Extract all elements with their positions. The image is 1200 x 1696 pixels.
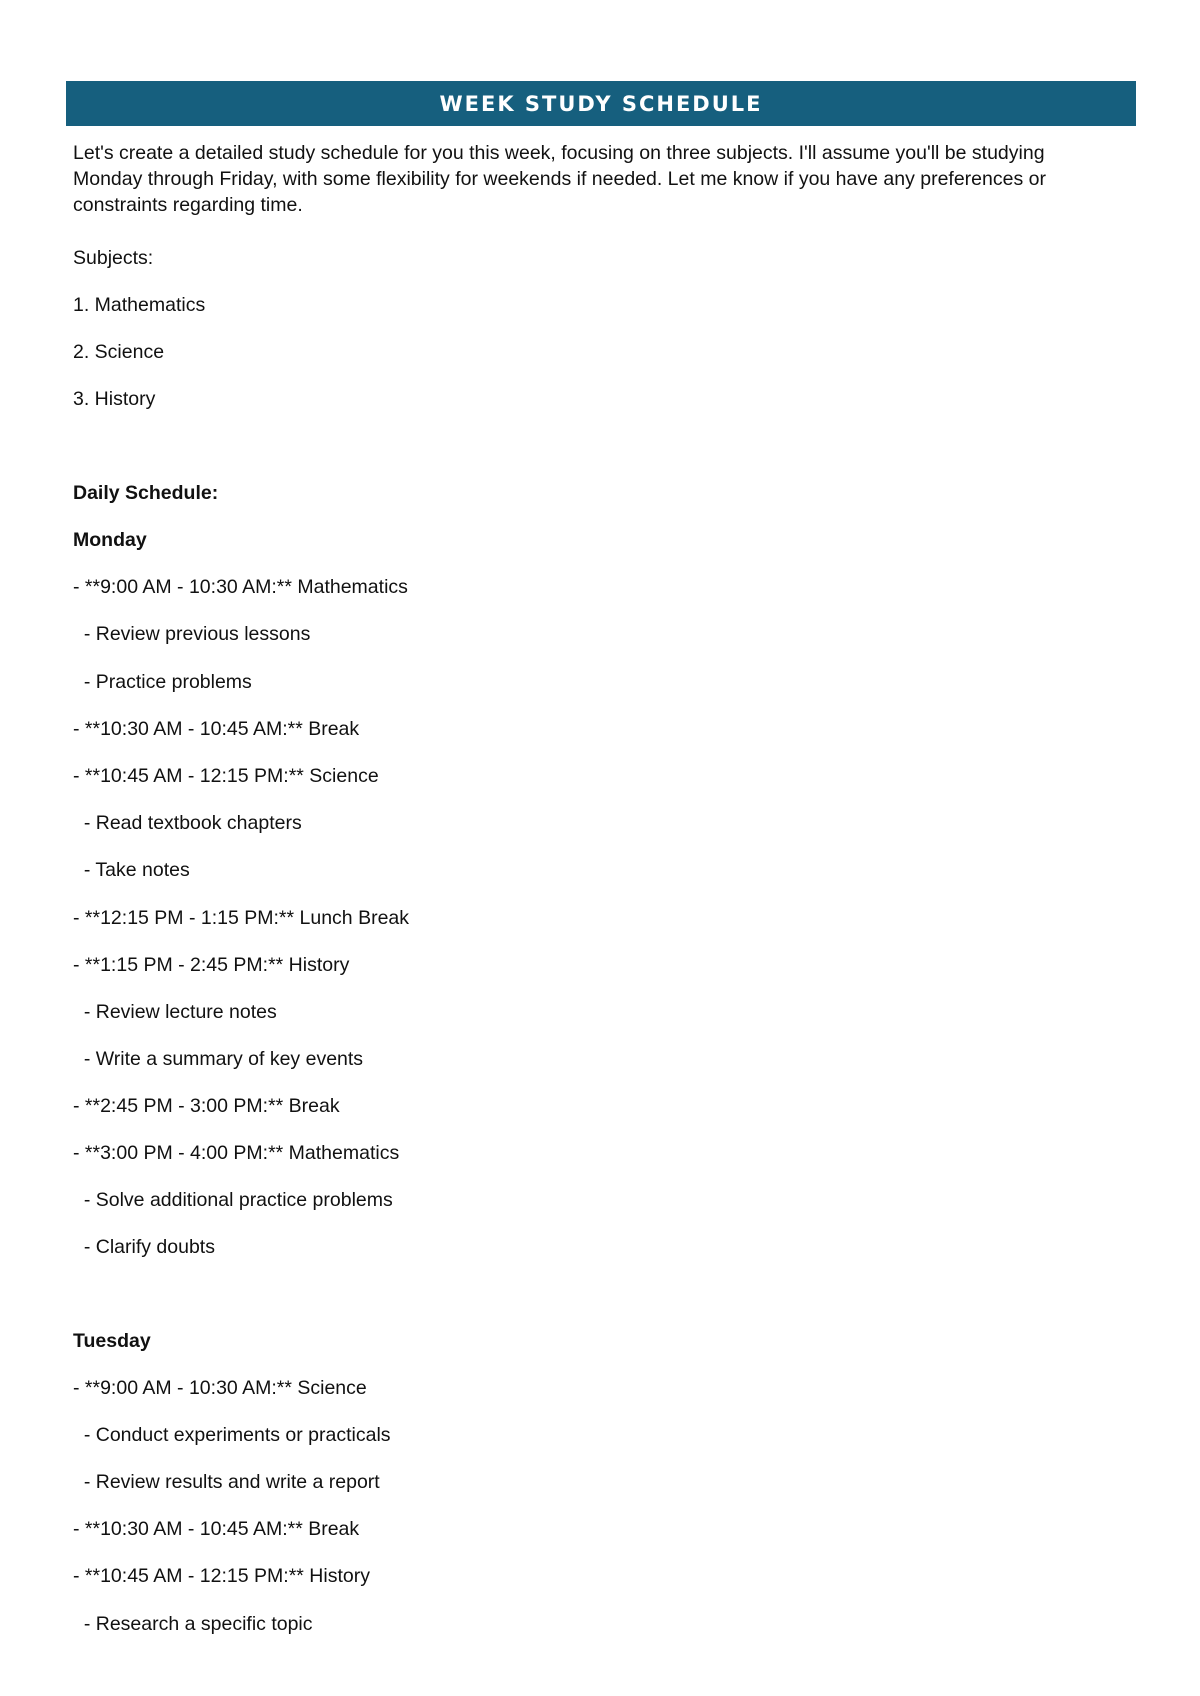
schedule-line: - Review previous lessons (73, 623, 311, 645)
schedule-line: - **10:30 AM - 10:45 AM:** Break (73, 718, 360, 740)
document-body (73, 140, 1103, 1635)
subject-item: 1. Mathematics (73, 294, 206, 316)
title-banner (66, 81, 1136, 126)
schedule-line: - **9:00 AM - 10:30 AM:** Science (73, 1377, 367, 1399)
schedule-line: - Solve additional practice problems (73, 1189, 393, 1211)
intro-paragraph: Let's create a detailed study schedule for you this week, focusing on three subjects. I'll assume you'll be studying Monday through Friday, with some flexibility for weekends if needed. Let me know if you have any preferences or constraints regarding time. (73, 142, 1046, 216)
schedule-line: - Clarify doubts (73, 1236, 215, 1258)
document-title: WEEK STUDY SCHEDULE (439, 91, 763, 116)
day-heading-tuesday: Tuesday (73, 1330, 151, 1352)
daily-schedule-heading: Daily Schedule: (73, 482, 219, 504)
schedule-line: - Read textbook chapters (73, 812, 302, 834)
schedule-line: - **1:15 PM - 2:45 PM:** History (73, 954, 350, 976)
subject-item: 2. Science (73, 341, 165, 363)
schedule-line: - Write a summary of key events (73, 1048, 364, 1070)
subjects-heading: Subjects: (73, 247, 154, 269)
schedule-line: - **10:45 AM - 12:15 PM:** Science (73, 765, 379, 787)
schedule-line: - **10:45 AM - 12:15 PM:** History (73, 1565, 370, 1587)
schedule-line: - **12:15 PM - 1:15 PM:** Lunch Break (73, 907, 410, 929)
schedule-line: - Review results and write a report (73, 1471, 380, 1493)
schedule-line: - Research a specific topic (73, 1613, 313, 1635)
schedule-line: - **2:45 PM - 3:00 PM:** Break (73, 1095, 340, 1117)
schedule-line: - **3:00 PM - 4:00 PM:** Mathematics (73, 1142, 400, 1164)
schedule-line: - **10:30 AM - 10:45 AM:** Break (73, 1518, 360, 1540)
schedule-line: - Conduct experiments or practicals (73, 1424, 391, 1446)
schedule-line: - **9:00 AM - 10:30 AM:** Mathematics (73, 576, 408, 598)
day-heading-monday: Monday (73, 529, 147, 551)
schedule-line: - Practice problems (73, 671, 252, 693)
subject-item: 3. History (73, 388, 156, 410)
schedule-line: - Review lecture notes (73, 1001, 277, 1023)
schedule-line: - Take notes (73, 859, 190, 881)
